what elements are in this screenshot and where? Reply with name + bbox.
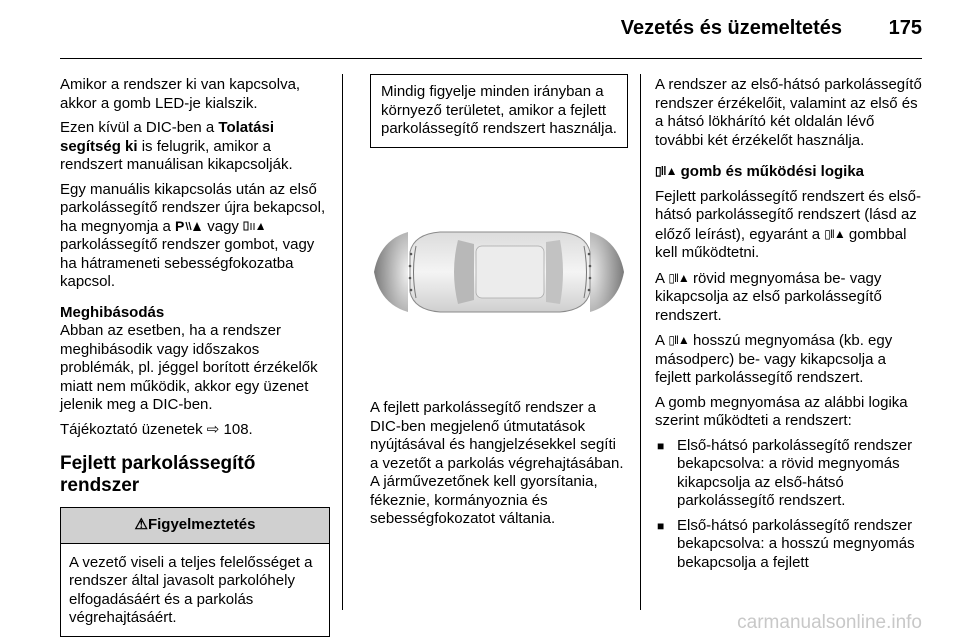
column-divider [640,74,641,610]
page-title: Vezetés és üzemeltetés [620,17,842,39]
note-box: Mindig figyelje minden irányban a környező területet, amikor a fejlett parkolássegítő rendszert használja. [370,74,628,148]
car-roof [476,246,544,298]
bullet-square-icon: ■ [657,438,665,453]
column-right [655,76,923,578]
warning-triangle-icon: ⚠ [134,516,148,533]
paragraph: Amikor a rendszer ki van kapcsolva, akkor a gomb LED-je kialszik. [60,76,301,112]
advanced-park-assist-icon [175,219,203,233]
watermark: carmanualsonline.info [737,612,922,633]
bullet-square-icon: ■ [657,518,665,533]
park-assist-icon: ▯‖▲ [655,164,677,178]
subheading-button-logic: ▯‖▲ gomb és működési logika [655,163,865,180]
column-left [60,76,330,637]
list-item: ■ Első-hátsó parkolássegítő rendszer bekapcsolva: a rövid megnyomás kikapcsolja az első-hátsó parkolássegítő rendszert. [657,436,913,509]
section-heading: Fejlett parkolássegítő rendszer [60,453,256,496]
park-assist-icon: ▯‖▲ [668,333,689,347]
page-ref-arrow-icon: ⇨ [206,420,220,438]
paragraph: A gomb megnyomása az alábbi logika szerint működteti a rendszert: [655,393,908,429]
dic-message: Tolatási segítség ki [60,119,274,155]
warning-box [60,507,330,637]
paragraph: Egy manuális kikapcsolás után az első parkolássegítő rendszer újra bekapcsol, ha megnyomja a P vagy parkolássegítő rendszer gombot, vagy ha hátrameneti sebességfokozatba kapcsol. [60,180,326,290]
header-rule [60,58,922,59]
paragraph: Ezen kívül a DIC-ben a Tolatási segítség ki is felugrik, amikor a rendszert manuálisan kikapcsolják. [60,119,293,173]
paragraph: Abban az esetben, ha a rendszer meghibásodik vagy időszakos problémák, pl. jéggel borított érzékelők miatt nem működik, akkor egy üzenet jelenik meg a DIC-ben. [60,322,318,413]
column-middle [370,74,628,535]
warning-text: A vezető viseli a teljes felelősséget a rendszer által javasolt parkolóhely elfogadásáért és a parkolás végrehajtásáért. [69,553,313,626]
cross-reference[interactable]: Tájékoztató üzenetek ⇨ 108. [60,420,253,438]
svg-text:P: P [175,218,185,233]
car-sensor-illustration [370,162,628,382]
park-assist-icon [243,220,265,232]
paragraph: Fejlett parkolássegítő rendszert és első-hátsó parkolássegítő rendszert (lásd az előző leírást), egyaránt a ▯‖▲ gombbal kell működtetni. [655,187,921,261]
list-item: ■ Első-hátsó parkolássegítő rendszer bekapcsolva: a hosszú megnyomás bekapcsolja a fejlett [657,516,915,571]
car-windshield [454,240,474,304]
car-rear-window [546,240,563,304]
page-header [0,0,960,60]
park-assist-icon: ▯‖▲ [668,270,689,285]
page-number: 175 [888,17,922,39]
paragraph: A ▯‖▲ hosszú megnyomása (kb. egy másodperc) be- vagy kikapcsolja a fejlett parkolássegítő rendszert. [655,332,893,386]
subheading-fault: Meghibásodás [60,303,165,321]
warning-title: ⚠Figyelmeztetés [61,508,329,544]
park-assist-icon: ▯‖▲ [824,226,845,241]
column-divider [342,74,343,610]
paragraph: A rendszer az első-hátsó parkolássegítő rendszer érzékelőit, valamint az első és a hátsó lökhárító két oldalán lévő további két érzékelőt használja. [655,76,922,149]
figure-caption: A fejlett parkolássegítő rendszer a DIC-ben megjelenő útmutatások nyújtásával és hangjelzésekkel segíti a vezetőt a parkolás végrehajtásában. A járművezetőnek kell gyorsítania, fékeznie, kormányoznia és sebességfokozatot váltania. [370,399,624,527]
paragraph: A ▯‖▲ rövid megnyomása be- vagy kikapcsolja az első parkolássegítő rendszert. [655,269,882,324]
